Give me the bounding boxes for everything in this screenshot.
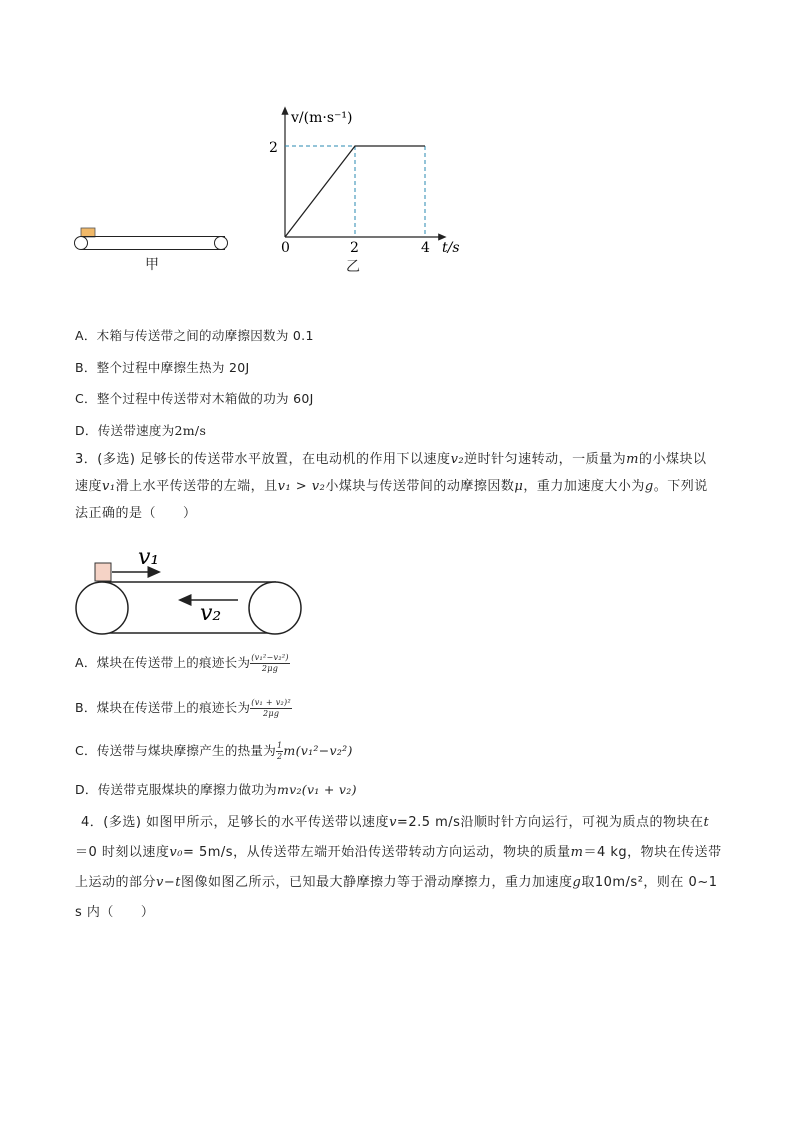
q2-option-c: C．整个过程中传送带对木箱做的功为 60J	[75, 391, 314, 406]
figure-yi-caption: 乙	[346, 259, 360, 275]
q2-option-d: D．传送带速度为2m/s	[75, 423, 207, 438]
x-tick-label-2: 2	[350, 240, 359, 256]
figure-jia-caption: 甲	[145, 257, 159, 273]
coal-block	[95, 563, 111, 581]
q2-option-d-value: 2m/s	[174, 423, 207, 438]
right-pulley	[249, 582, 301, 634]
x-axis-label: t/s	[442, 240, 460, 256]
q3-figure	[70, 540, 310, 640]
left-pulley	[76, 582, 128, 634]
q3-option-a: A．煤块在传送带上的痕迹长为 $\frac{\text{(v₁²−v₂²)}}{2\mu g}$	[75, 653, 289, 673]
box	[81, 228, 95, 237]
q2-option-b: B．整个过程中摩擦生热为 20J	[75, 360, 250, 375]
q3-stem: 3．(多选) 足够长的传送带水平放置，在电动机的作用下以速度v₂逆时针匀速转动，一质量为m的小煤块以 速度v₁滑上水平传送带的左端，且v₁ > v₂小煤块与传送带间的动摩擦因数μ，重力加速度大小为g。下列说 法正确的是（ ）	[75, 452, 708, 521]
q4-stem: 4．(多选) 如图甲所示，足够长的水平传送带以速度v=2.5 m/s沿顺时针方向运行，可视为质点的物块在t ＝0 时刻以速度v₀= 5m/s，从传送带左端开始沿传送带转动方向运动，物块的质量m＝4 kg，物块在传送带 上运动的部分v−t图像如图乙所示，已知最大静摩擦力等于滑动摩擦力，重力加速度g取10m/s²，则在 0~1 s 内（ ）	[75, 815, 722, 920]
origin-label: 0	[281, 240, 290, 256]
v2-label: v₂	[200, 601, 222, 626]
y-axis-label: v/(m·s⁻¹)	[291, 110, 353, 126]
q3-option-b: B．煤块在传送带上的痕迹长为 $\frac{\text{(v₁ + v₂)²}}{2\mu g}$	[75, 698, 291, 718]
y-tick-label: 2	[269, 140, 278, 156]
x-tick-label-4: 4	[421, 240, 430, 256]
q3-option-d: D．传送带克服煤块的摩擦力做功为mv₂(v₁ + v₂)	[75, 782, 357, 797]
right-roller	[215, 237, 228, 250]
left-roller	[75, 237, 88, 250]
q3-option-c: C．传送带与煤块摩擦产生的热量为 $\frac{1}{2}$ m(v₁²−v₂²)	[75, 741, 353, 761]
q2-option-a: A．木箱与传送带之间的动摩擦因数为 0.1	[75, 328, 314, 343]
figure-yi-chart	[265, 100, 475, 260]
v1-label: v₁	[138, 545, 160, 570]
